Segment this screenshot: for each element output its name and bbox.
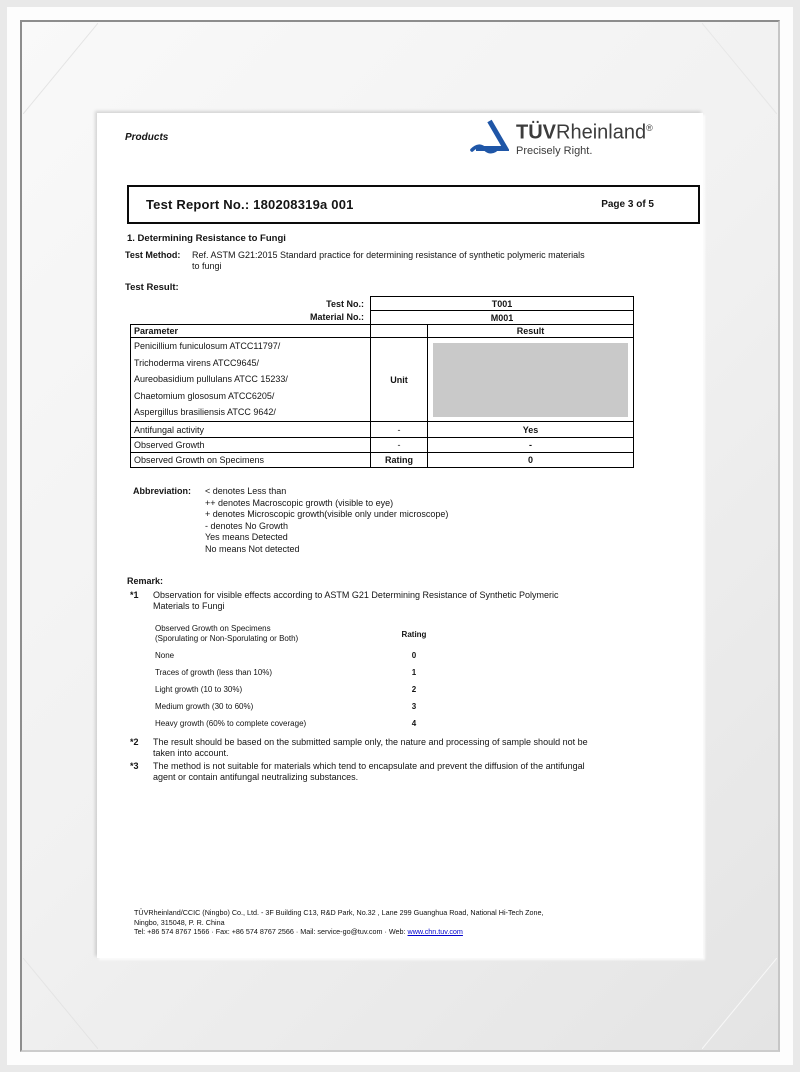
table-row: [131, 438, 634, 453]
abbreviation-line: + denotes Microscopic growth(visible only under microscope): [205, 509, 449, 519]
test-no-value: T001: [371, 297, 634, 311]
test-report-page: [97, 113, 703, 958]
table-header-row: [131, 325, 634, 338]
test-no-label: Test No.:: [326, 298, 364, 309]
abbreviation-label: Abbreviation:: [133, 486, 192, 496]
remark-marker: *3: [130, 761, 139, 771]
registered-mark-icon: ®: [646, 123, 653, 133]
remark-marker: *2: [130, 737, 139, 747]
rating-row: [155, 698, 436, 715]
rating-scale-table: [155, 624, 436, 732]
unit-cell: -: [371, 422, 428, 438]
rating-header-line: (Sporulating or Non-Sporulating or Both): [155, 634, 299, 643]
logo-text: [516, 117, 653, 157]
result-cell: Yes: [428, 422, 634, 438]
table-row: [131, 297, 634, 311]
abbreviation-line: Yes means Detected: [205, 532, 288, 542]
rating-header-line: Observed Growth on Specimens: [155, 624, 271, 633]
footer-contact-text: Tel: +86 574 8767 1566 · Fax: +86 574 8767 2566 · Mail: service-go@tuv.com · Web:: [134, 927, 408, 937]
remark-marker: *1: [130, 590, 139, 600]
unit-header: [371, 325, 428, 338]
remark-item-2: [130, 737, 596, 759]
result-cell: -: [428, 438, 634, 453]
unit-cell: Rating: [371, 453, 428, 468]
redacted-result-box: [433, 343, 628, 417]
parameter-cell: Observed Growth: [131, 438, 371, 453]
brand-name: [516, 117, 653, 144]
tuv-triangle-icon: [469, 117, 509, 159]
remark-item-3: [130, 761, 596, 783]
result-table: [130, 296, 634, 468]
rating-row-label: Traces of growth (less than 10%): [155, 668, 273, 677]
abbreviation-line: - denotes No Growth: [205, 520, 289, 531]
brand-tuv: TÜV: [516, 121, 556, 144]
unit-cell: -: [371, 438, 428, 453]
fungi-line: Penicillium funiculosum ATCC11797/: [134, 341, 281, 352]
rating-header-left: [155, 624, 392, 644]
fungi-line: Aureobasidium pullulans ATCC 15233/: [134, 374, 288, 385]
section-heading: 1. Determining Resistance to Fungi: [127, 233, 286, 244]
page-indicator: Page 3 of 5: [601, 199, 654, 210]
table-row: [131, 311, 634, 325]
material-no-label: Material No.:: [309, 312, 364, 323]
abbreviation-line: < denotes Less than: [205, 486, 287, 496]
abbreviation-line: No means Not detected: [205, 543, 300, 554]
fungi-line: Trichoderma virens ATCC9645/: [134, 357, 260, 368]
rating-row-value: 1: [411, 668, 417, 677]
rating-row-value: 4: [411, 719, 417, 728]
rating-row-label: Light growth (10 to 30%): [155, 685, 243, 694]
remark-text: The result should be based on the submitted sample only, the nature and processing of sample should not be taken into account.: [153, 737, 588, 758]
result-cell: 0: [428, 453, 634, 468]
products-label: Products: [125, 132, 169, 143]
rating-row: [155, 664, 436, 681]
abbreviation-lines: [205, 486, 448, 555]
material-no-value: M001: [371, 311, 634, 325]
brand-rheinland: Rheinland: [556, 121, 647, 144]
remark-label: Remark:: [127, 576, 164, 586]
rating-row-value: 2: [411, 685, 417, 694]
test-method-text: Ref. ASTM G21:2015 Standard practice for determining resistance of synthetic polymeric materials to fungi: [192, 250, 585, 271]
remark-text: Observation for visible effects according to ASTM G21 Determining Resistance of Synthetic Polymeric Materials to Fungi: [153, 590, 559, 611]
parameter-header: Parameter: [131, 325, 371, 338]
tuv-rheinland-logo: [469, 117, 653, 159]
rating-rows: [155, 647, 436, 732]
result-header: Result: [428, 325, 634, 338]
table-row: [131, 453, 634, 468]
fungi-parameter-cell: [131, 338, 371, 422]
rating-row-value: 0: [411, 651, 417, 660]
footer-address-line: TÜVRheinland/CCIC (Ningbo) Co., Ltd. - 3F Building C13, R&D Park, No.32 , Lane 299 Guanghua Road, National Hi-Tech Zone,: [134, 908, 544, 917]
table-row: [131, 422, 634, 438]
website-link[interactable]: www.chn.tuv.com: [407, 927, 463, 937]
rating-row-label: None: [155, 651, 175, 660]
rating-row-label: Heavy growth (60% to complete coverage): [155, 719, 307, 728]
abbreviation-line: ++ denotes Macroscopic growth (visible to eye): [205, 497, 394, 508]
footer-contact-block: [134, 908, 544, 937]
rating-row-value: 3: [411, 702, 417, 711]
rating-header: Rating: [401, 629, 427, 639]
rating-table-header: [155, 624, 436, 644]
footer-contact-line: [134, 927, 544, 937]
remark-item-1: [130, 590, 596, 612]
rating-row: [155, 647, 436, 664]
result-placeholder-cell: [428, 338, 634, 422]
test-method-label: Test Method:: [125, 250, 181, 260]
footer-address-line: Ningbo, 315048, P. R. China: [134, 917, 225, 927]
abbreviation-block: [133, 486, 448, 555]
parameter-cell: Observed Growth on Specimens: [131, 453, 371, 468]
rating-row-label: Medium growth (30 to 60%): [155, 702, 254, 711]
rating-row: [155, 715, 436, 732]
report-title-box: [127, 185, 700, 224]
rating-row: [155, 681, 436, 698]
test-result-label: Test Result:: [125, 282, 179, 293]
report-number: Test Report No.: 180208319a 001: [146, 197, 354, 212]
brand-tagline: Precisely Right.: [516, 144, 593, 157]
remark-text: The method is not suitable for materials which tend to encapsulate and prevent the diffusion of the antifungal agent or contain antifungal neutralizing substances.: [153, 761, 585, 782]
table-row: [131, 338, 634, 422]
test-method-row: [125, 250, 592, 272]
fungi-line: Aspergillus brasiliensis ATCC 9642/: [134, 407, 276, 418]
fungi-line: Chaetomium glososum ATCC6205/: [134, 390, 275, 401]
unit-cell: Unit: [371, 338, 428, 422]
parameter-cell: Antifungal activity: [131, 422, 371, 438]
